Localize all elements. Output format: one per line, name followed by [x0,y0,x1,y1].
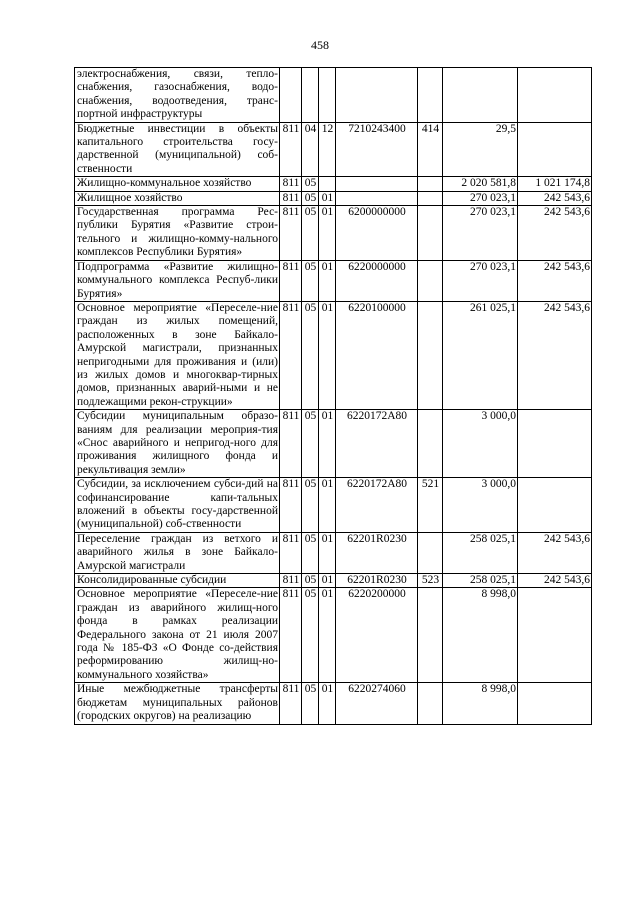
amount-year2-cell: 242 543,6 [518,574,592,588]
table-row [75,532,592,573]
gr-code-cell [280,68,302,123]
amount-year1-cell [443,68,518,123]
row-name-cell: Жилищное хозяйство [75,191,280,205]
row-name-cell: Жилищно-коммунальное хозяйство [75,177,280,191]
subsection-code-cell [319,68,336,123]
target-article-cell [336,68,418,123]
section-code-cell: 05 [302,532,319,573]
amount-year1-cell: 3 000,0 [443,410,518,478]
table-row [75,478,592,533]
subsection-code-cell: 12 [319,122,336,177]
budget-table [74,67,592,725]
section-code-cell: 04 [302,122,319,177]
target-article-cell: 6220172А80 [336,478,418,533]
amount-year1-cell: 2 020 581,8 [443,177,518,191]
subsection-code-cell: 01 [319,478,336,533]
expense-type-cell [418,191,443,205]
amount-year1-cell: 8 998,0 [443,588,518,683]
amount-year2-cell [518,410,592,478]
row-name-cell: Переселение граждан из ветхого и аварийного жилья в зоне Байкало-Амурской магистрали [75,532,280,573]
amount-year2-cell: 242 543,6 [518,191,592,205]
row-name-cell: Субсидии, за исключением субси-дий на софинансирование капи-тальных вложений в объекты госу-дарственной (муниципальной) соб-ственности [75,478,280,533]
row-name-cell: Основное мероприятие «Переселе-ние граждан из аварийного жилищ-ного фонда в рамках реализации Федерального закона от 21 июля 2007 года № 185-ФЗ «О Фонде со-действия реформированию жилищ-но-коммунального хозяйства» [75,588,280,683]
expense-type-cell [418,177,443,191]
subsection-code-cell: 01 [319,301,336,409]
section-code-cell: 05 [302,574,319,588]
table-row [75,122,592,177]
expense-type-cell: 521 [418,478,443,533]
table-row [75,68,592,123]
row-name-cell: Государственная программа Рес-публики Бурятия «Развитие строи-тельного и жилищно-комму-нального комплексов Республики Бурятия» [75,206,280,261]
amount-year1-cell: 258 025,1 [443,532,518,573]
table-row [75,260,592,301]
amount-year2-cell [518,68,592,123]
subsection-code-cell: 01 [319,260,336,301]
amount-year2-cell [518,588,592,683]
expense-type-cell [418,68,443,123]
table-row [75,410,592,478]
gr-code-cell: 811 [280,588,302,683]
section-code-cell: 05 [302,410,319,478]
gr-code-cell: 811 [280,260,302,301]
target-article-cell: 62201R0230 [336,532,418,573]
expense-type-cell [418,301,443,409]
target-article-cell: 6220000000 [336,260,418,301]
row-name-cell: электроснабжения, связи, тепло-снабжения, газоснабжения, водо-снабжения, водоотведения, транс-портной инфраструктуры [75,68,280,123]
gr-code-cell: 811 [280,206,302,261]
subsection-code-cell: 01 [319,588,336,683]
gr-code-cell: 811 [280,683,302,724]
expense-type-cell: 523 [418,574,443,588]
section-code-cell: 05 [302,588,319,683]
expense-type-cell [418,260,443,301]
section-code-cell: 05 [302,301,319,409]
gr-code-cell: 811 [280,191,302,205]
amount-year1-cell: 270 023,1 [443,260,518,301]
subsection-code-cell: 01 [319,683,336,724]
section-code-cell: 05 [302,191,319,205]
row-name-cell: Основное мероприятие «Переселе-ние граждан из жилых помещений, расположенных в зоне Байкало-Амурской магистрали, признанных непригодными для проживания и (или) из жилых домов и многоквар-тирных домов, признанных аварий-ными и не подлежащими рекон-струкции» [75,301,280,409]
table-row [75,588,592,683]
target-article-cell: 6220200000 [336,588,418,683]
amount-year1-cell: 270 023,1 [443,191,518,205]
amount-year1-cell: 261 025,1 [443,301,518,409]
subsection-code-cell: 01 [319,410,336,478]
page-number: 458 [311,38,329,52]
amount-year2-cell: 242 543,6 [518,206,592,261]
amount-year1-cell: 8 998,0 [443,683,518,724]
row-name-cell: Бюджетные инвестиции в объекты капитального строительства госу-дарственной (муниципальной) соб-ственности [75,122,280,177]
subsection-code-cell: 01 [319,532,336,573]
target-article-cell: 6220100000 [336,301,418,409]
target-article-cell [336,191,418,205]
subsection-code-cell: 01 [319,574,336,588]
table-row [75,301,592,409]
gr-code-cell: 811 [280,122,302,177]
amount-year2-cell [518,683,592,724]
subsection-code-cell: 01 [319,191,336,205]
gr-code-cell: 811 [280,410,302,478]
row-name-cell: Консолидированные субсидии [75,574,280,588]
amount-year2-cell: 242 543,6 [518,532,592,573]
table-row [75,683,592,724]
expense-type-cell [418,206,443,261]
section-code-cell [302,68,319,123]
target-article-cell: 6220172А80 [336,410,418,478]
section-code-cell: 05 [302,177,319,191]
amount-year1-cell: 3 000,0 [443,478,518,533]
amount-year2-cell [518,478,592,533]
gr-code-cell: 811 [280,574,302,588]
amount-year1-cell: 29,5 [443,122,518,177]
amount-year2-cell: 242 543,6 [518,301,592,409]
gr-code-cell: 811 [280,301,302,409]
row-name-cell: Иные межбюджетные трансферты бюджетам муниципальных районов (городских округов) на реализацию [75,683,280,724]
amount-year2-cell: 1 021 174,8 [518,177,592,191]
table-row [75,206,592,261]
subsection-code-cell [319,177,336,191]
expense-type-cell [418,410,443,478]
expense-type-cell [418,683,443,724]
target-article-cell: 6200000000 [336,206,418,261]
target-article-cell: 62201R0230 [336,574,418,588]
gr-code-cell: 811 [280,177,302,191]
table-row [75,574,592,588]
expense-type-cell [418,588,443,683]
amount-year1-cell: 258 025,1 [443,574,518,588]
row-name-cell: Подпрограмма «Развитие жилищно-коммунального комплекса Респуб-лики Бурятия» [75,260,280,301]
table-row [75,191,592,205]
row-name-cell: Субсидии муниципальным образо-ваниям для реализации мероприя-тия «Снос аварийного и непригод-ного для проживания жилищного фонда и рекультивация земли» [75,410,280,478]
section-code-cell: 05 [302,683,319,724]
gr-code-cell: 811 [280,532,302,573]
target-article-cell [336,177,418,191]
expense-type-cell: 414 [418,122,443,177]
gr-code-cell: 811 [280,478,302,533]
amount-year2-cell [518,122,592,177]
section-code-cell: 05 [302,206,319,261]
amount-year2-cell: 242 543,6 [518,260,592,301]
section-code-cell: 05 [302,260,319,301]
budget-table-body [75,68,592,725]
section-code-cell: 05 [302,478,319,533]
expense-type-cell [418,532,443,573]
table-row [75,177,592,191]
target-article-cell: 7210243400 [336,122,418,177]
target-article-cell: 6220274060 [336,683,418,724]
subsection-code-cell: 01 [319,206,336,261]
amount-year1-cell: 270 023,1 [443,206,518,261]
